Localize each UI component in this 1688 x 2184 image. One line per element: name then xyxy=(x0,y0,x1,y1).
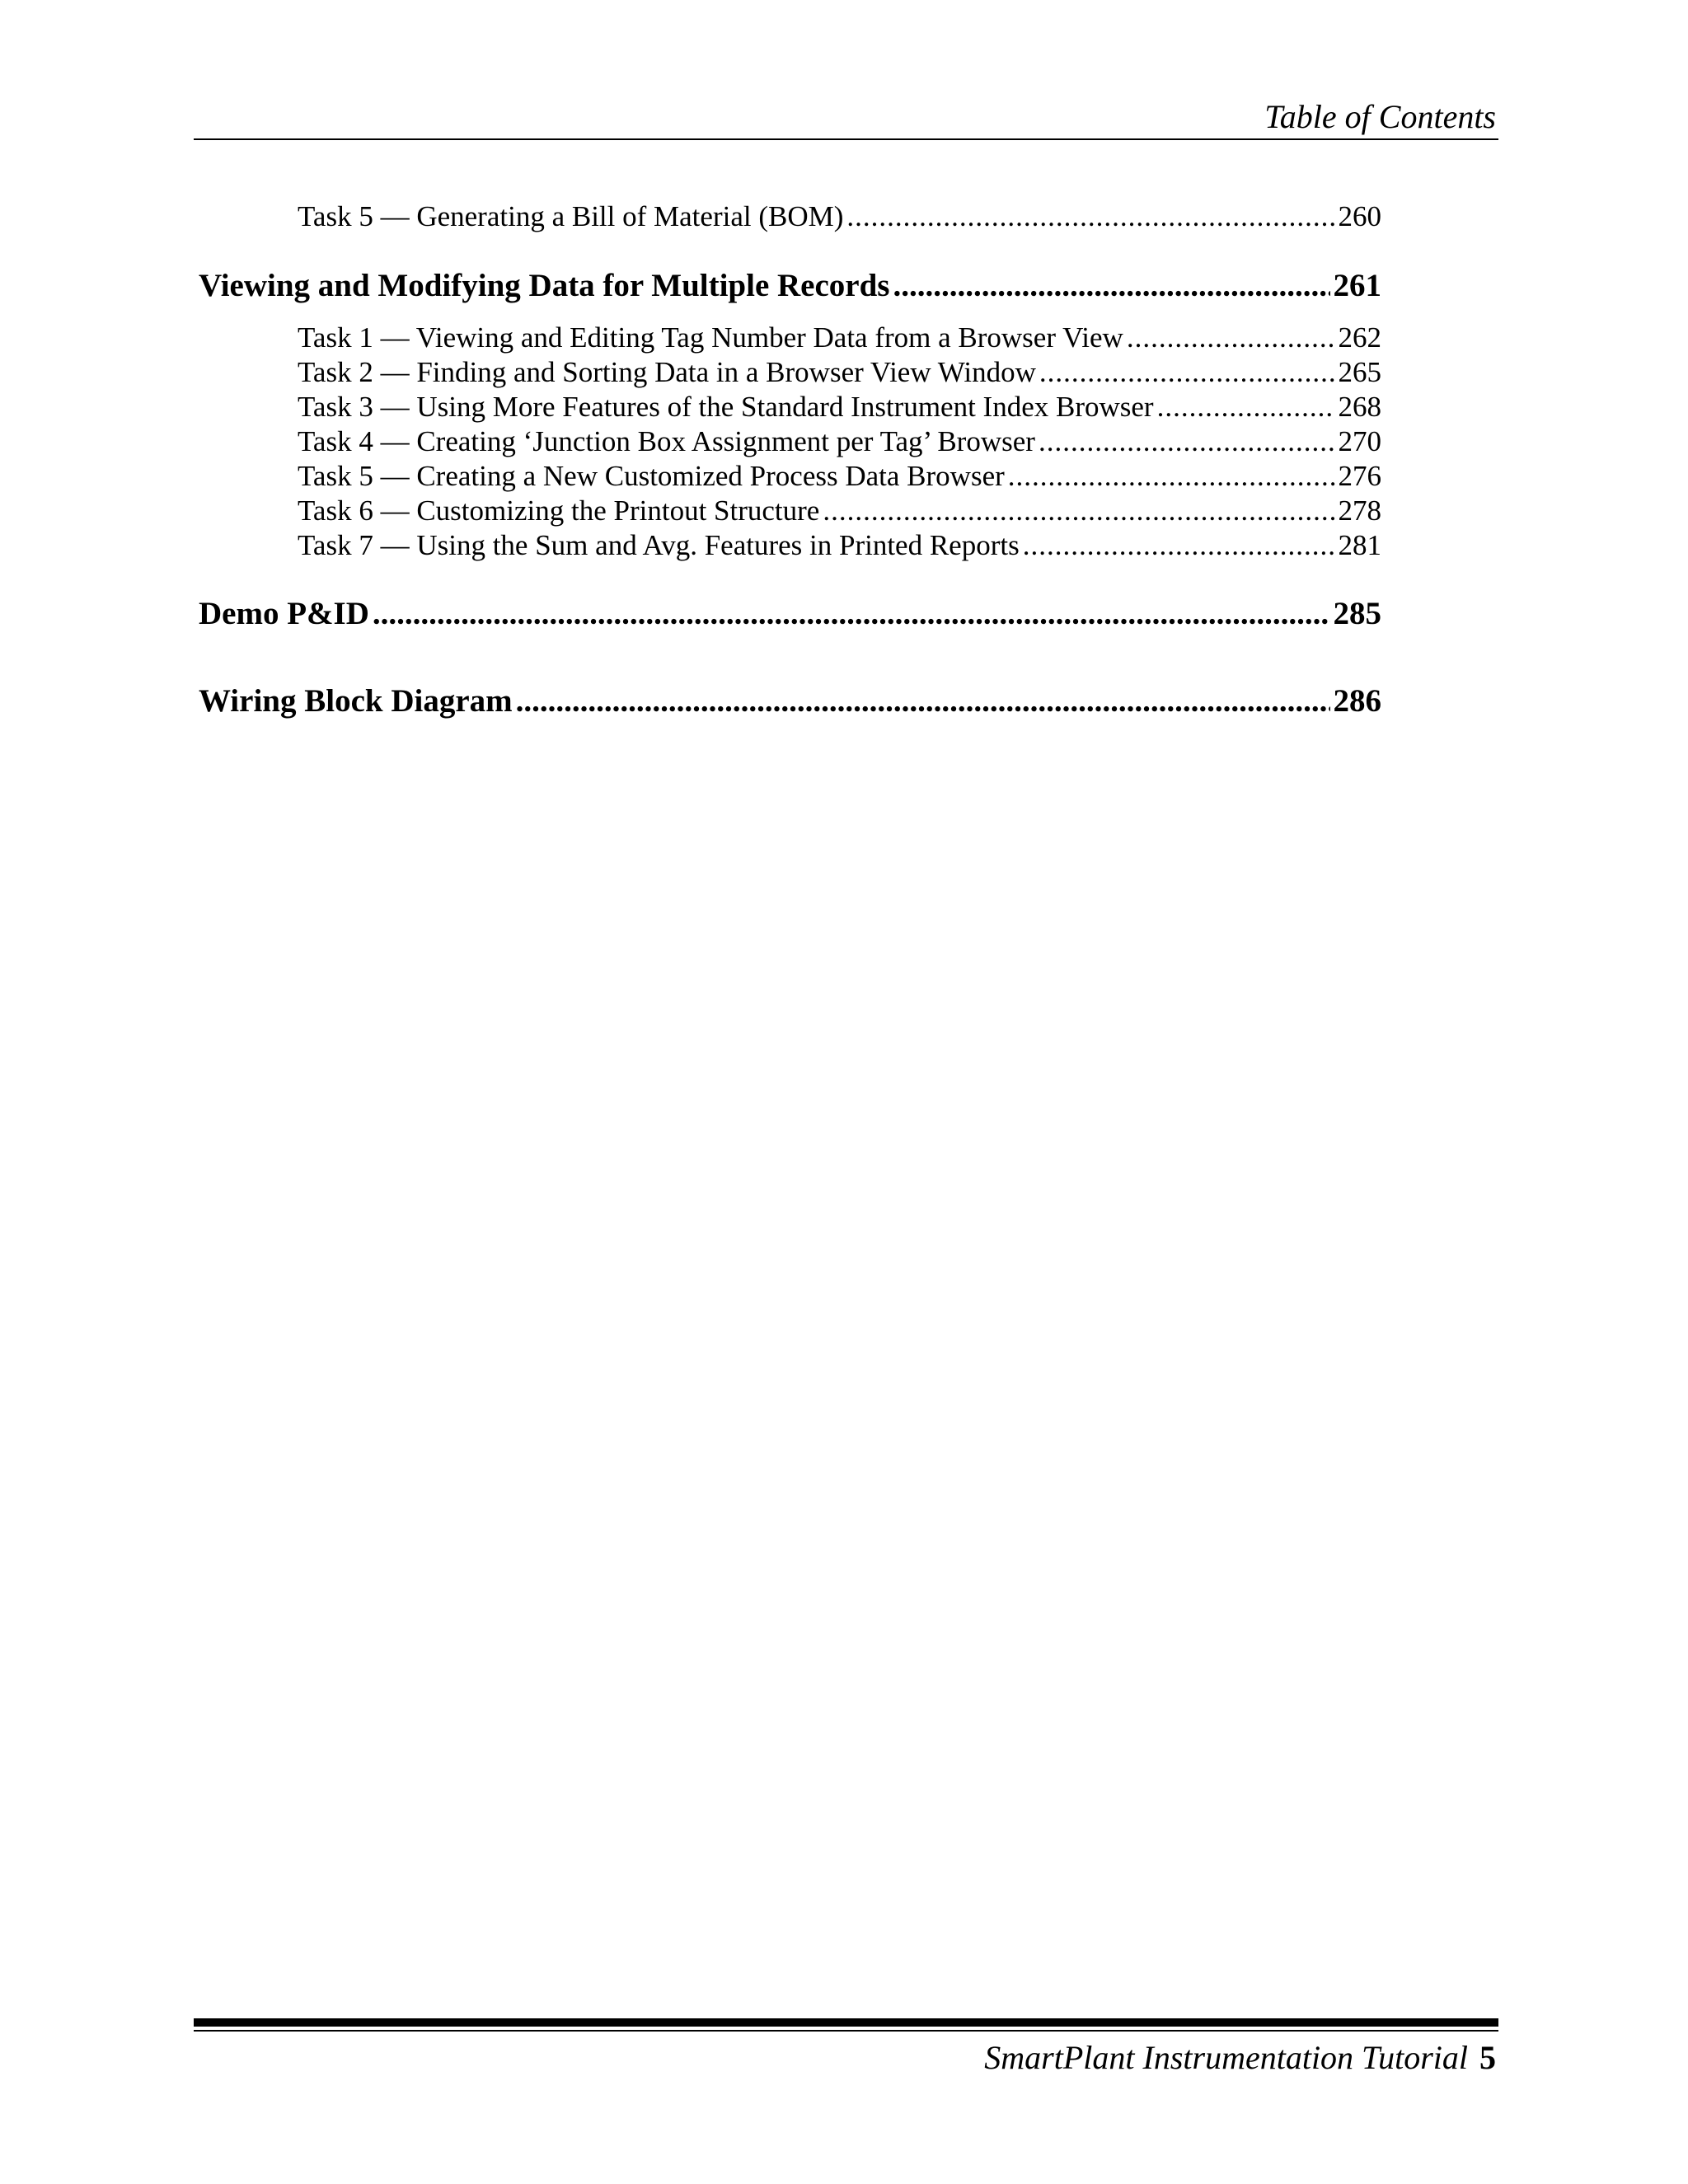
running-footer xyxy=(984,2037,1496,2079)
toc-entry[interactable] xyxy=(298,494,1381,528)
toc-page-number: 260 xyxy=(1338,200,1381,232)
toc-entry[interactable] xyxy=(298,528,1381,563)
toc-entry[interactable] xyxy=(298,355,1381,390)
toc-leader-dots xyxy=(1127,321,1335,355)
toc-chapter-text: Wiring Block Diagram xyxy=(199,683,513,719)
toc-entry-text: Task 3 — Using More Features of the Standard Instrument Index Browser xyxy=(298,391,1154,423)
toc-leader-dots xyxy=(1039,424,1335,459)
toc-chapter-entry[interactable] xyxy=(199,682,1381,721)
toc-page-number: 270 xyxy=(1338,425,1381,457)
toc-page-number: 285 xyxy=(1333,596,1381,631)
toc-chapter-entry[interactable] xyxy=(199,266,1381,306)
toc-entry-text: Task 6 — Customizing the Printout Structure xyxy=(298,494,820,527)
toc-chapter-text: Viewing and Modifying Data for Multiple Records xyxy=(199,268,890,303)
toc-leader-dots xyxy=(846,199,1334,234)
toc-page-number: 261 xyxy=(1333,268,1381,303)
toc-entry-text: Task 5 — Generating a Bill of Material (BOM) xyxy=(298,200,844,232)
toc-entry-text: Task 4 — Creating ‘Junction Box Assignment per Tag’ Browser xyxy=(298,425,1035,457)
footer-title: SmartPlant Instrumentation Tutorial xyxy=(984,2039,1468,2076)
toc-leader-dots xyxy=(1023,528,1335,563)
toc-leader-dots xyxy=(893,266,1329,306)
toc-entry-text: Task 1 — Viewing and Editing Tag Number Data from a Browser View xyxy=(298,321,1123,354)
toc-entry[interactable] xyxy=(298,424,1381,459)
footer-rule-thick xyxy=(194,2018,1498,2027)
toc-entry[interactable] xyxy=(298,459,1381,494)
toc-page-number: 262 xyxy=(1338,321,1381,354)
toc-leader-dots xyxy=(1157,390,1335,424)
toc-entry-text: Task 5 — Creating a New Customized Process Data Browser xyxy=(298,460,1005,492)
toc-page-number: 268 xyxy=(1338,391,1381,423)
footer-rule-thin xyxy=(194,2030,1498,2032)
toc-entry[interactable] xyxy=(298,199,1381,234)
toc-entry[interactable] xyxy=(298,321,1381,355)
toc-chapter-text: Demo P&ID xyxy=(199,596,369,631)
toc-page-number: 286 xyxy=(1333,683,1381,719)
toc-chapter-entry[interactable] xyxy=(199,594,1381,634)
header-rule xyxy=(194,138,1498,140)
toc-leader-dots xyxy=(823,494,1334,528)
toc-page-number: 276 xyxy=(1338,460,1381,492)
footer-page-number: 5 xyxy=(1479,2039,1496,2076)
toc-page-number: 278 xyxy=(1338,494,1381,527)
toc-entry-text: Task 2 — Finding and Sorting Data in a Browser View Window xyxy=(298,356,1036,388)
toc-leader-dots xyxy=(373,594,1330,634)
toc-page-number: 265 xyxy=(1338,356,1381,388)
toc-leader-dots xyxy=(1008,459,1335,494)
toc-entry-text: Task 7 — Using the Sum and Avg. Features in Printed Reports xyxy=(298,529,1020,561)
toc-leader-dots xyxy=(1039,355,1335,390)
running-header-title: Table of Contents xyxy=(1264,98,1496,135)
toc-leader-dots xyxy=(516,682,1330,721)
toc-entry[interactable] xyxy=(298,390,1381,424)
toc-page-number: 281 xyxy=(1338,529,1381,561)
